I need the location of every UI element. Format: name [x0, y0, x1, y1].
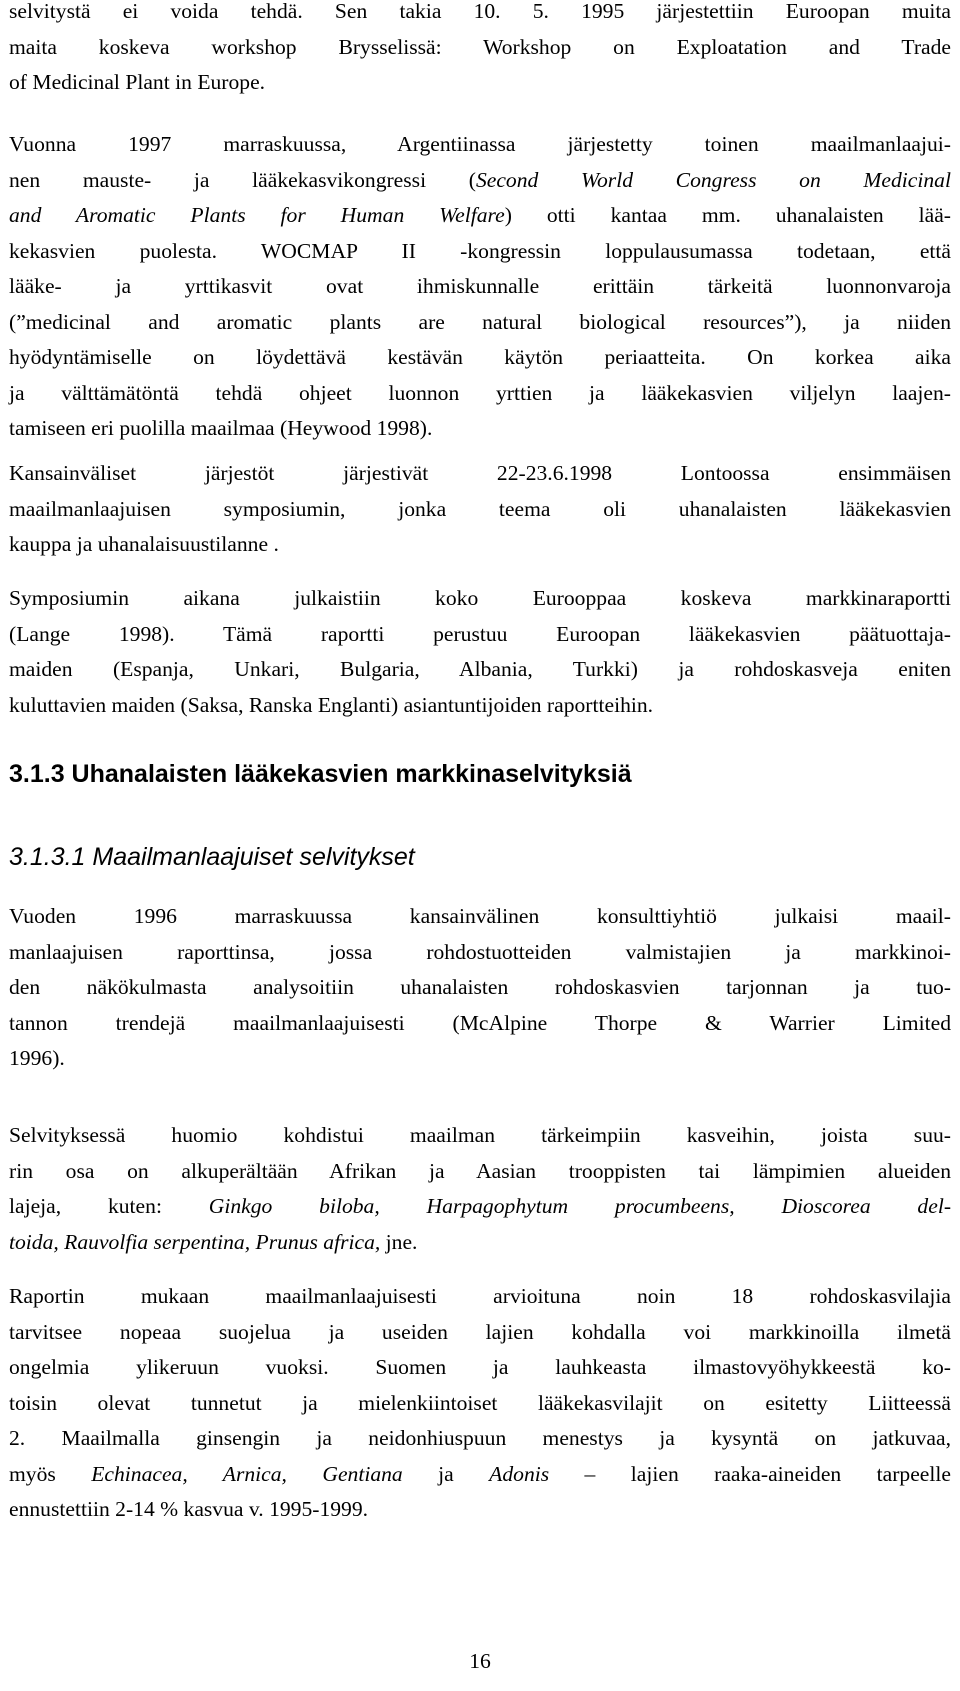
text-line: den näkökulmasta analysoitiin uhanalaisten rohdoskasvien tarjonnan ja tuo-: [9, 975, 951, 999]
text-run: ) otti kantaa mm. uhanalaisten lää-: [504, 203, 951, 227]
text-line: [9, 1225, 951, 1261]
page-number: 16: [469, 1649, 491, 1673]
text-line: maailmanlaajuisen symposiumin, jonka teema oli uhanalaisten lääkekasvien: [9, 496, 951, 521]
text-run: ja: [402, 1461, 490, 1486]
paragraph-market-report: [9, 581, 951, 723]
italic-title: Second World Congress on Medicinal: [475, 167, 951, 192]
text-line: (”medicinal and aromatic plants are natural biological resources”), ja niiden: [9, 309, 951, 334]
text-line: (Lange 1998). Tämä raportti perustuu Euroopan lääkekasvien päätuottaja-: [9, 621, 951, 646]
text-line: rin osa on alkuperältään Afrikan ja Aasian trooppisten tai lämpimien alueiden: [9, 1158, 951, 1183]
text-line: ongelmia ylikeruun vuoksi. Suomen ja lauhkeasta ilmastovyöhykkeestä ko-: [9, 1355, 951, 1379]
text-line: Raportin mukaan maailmanlaajuisesti arvioituna noin 18 rohdoskasvilajia: [9, 1284, 951, 1308]
text-line: tarvitsee nopeaa suojelua ja useiden lajien kohdalla voi markkinoilla ilmetä: [9, 1319, 951, 1344]
text-run: – lajien raaka-aineiden tarpeelle: [549, 1461, 951, 1486]
text-run: jne.: [380, 1229, 418, 1254]
paragraph-wocmap: [9, 127, 951, 447]
text-line: [9, 1457, 951, 1493]
text-line: of Medicinal Plant in Europe.: [9, 70, 266, 94]
text-line: ennustettiin 2-14 % kasvua v. 1995-1999.: [9, 1497, 369, 1521]
italic-species: toida, Rauvolfia serpentina, Prunus africa,: [9, 1229, 381, 1254]
text-line: [9, 1189, 951, 1225]
text-line: kauppa ja uhanalaisuustilanne .: [9, 532, 279, 556]
text-run: myös: [9, 1461, 92, 1486]
text-line: Kansainväliset järjestöt järjestivät 22-23.6.1998 Lontoossa ensimmäisen: [9, 461, 951, 485]
text-line: Symposiumin aikana julkaistiin koko Eurooppaa koskeva markkinaraportti: [9, 586, 951, 610]
text-run: lajeja, kuten:: [9, 1194, 209, 1218]
text-line: maita koskeva workshop Brysselissä: Workshop on Exploatation and Trade: [9, 34, 951, 59]
italic-species: Ginkgo biloba, Harpagophytum procumbeens, Dioscorea del-: [208, 1194, 952, 1218]
text-run: nen mauste- ja lääkekasvikongressi (: [9, 167, 476, 192]
text-line: maiden (Espanja, Unkari, Bulgaria, Albania, Turkki) ja rohdoskasveja eniten: [9, 657, 951, 681]
italic-species: Adonis: [489, 1461, 550, 1486]
paragraph-consultancy: [9, 899, 951, 1077]
subsection-heading: 3.1.3.1 Maailmanlaajuiset selvitykset: [9, 843, 415, 871]
text-line: manlaajuisen raporttinsa, jossa rohdostuotteiden valmistajien ja markkinoi-: [9, 939, 951, 964]
text-line: lääke- ja yrttikasvit ovat ihmiskunnalle erittäin tärkeitä luonnonvaroja: [9, 274, 951, 298]
text-line: [9, 198, 951, 234]
italic-title: and Aromatic Plants for Human Welfare: [9, 203, 505, 227]
text-line: 2. Maailmalla ginsengin ja neidonhiuspuun menestys ja kysyntä on jatkuvaa,: [9, 1426, 951, 1450]
text-line: 1996).: [9, 1046, 65, 1070]
paragraph-report-findings: [9, 1279, 951, 1528]
text-line: selvitystä ei voida tehdä. Sen takia 10. 5. 1995 järjestettiin Euroopan muita: [9, 0, 951, 23]
text-line: kuluttavien maiden (Saksa, Ranska Englanti) asiantuntijoiden raportteihin.: [9, 692, 654, 717]
section-heading: 3.1.3 Uhanalaisten lääkekasvien markkinaselvityksiä: [9, 760, 632, 788]
text-line: hyödyntämiselle on löydettävä kestävän käytön periaatteita. On korkea aika: [9, 345, 951, 369]
text-line: kekasvien puolesta. WOCMAP II -kongressin loppulausumassa todetaan, että: [9, 238, 951, 263]
paragraph-species: [9, 1118, 951, 1260]
paragraph-symposium: [9, 456, 951, 563]
text-line: ja välttämätöntä tehdä ohjeet luonnon yrttien ja lääkekasvien viljelyn laajen-: [9, 380, 951, 405]
text-line: tamiseen eri puolilla maailmaa (Heywood 1998).: [9, 416, 433, 440]
text-line: tannon trendejä maailmanlaajuisesti (McAlpine Thorpe & Warrier Limited: [9, 1010, 951, 1035]
text-line: Selvityksessä huomio kohdistui maailman tärkeimpiin kasveihin, joista suu-: [9, 1123, 951, 1147]
italic-species: Echinacea, Arnica, Gentiana: [91, 1461, 403, 1486]
text-line: [9, 163, 951, 199]
paragraph-workshop: [9, 0, 951, 101]
text-line: Vuoden 1996 marraskuussa kansainvälinen konsulttiyhtiö julkaisi maail-: [9, 904, 951, 928]
text-line: toisin olevat tunnetut ja mielenkiintoiset lääkekasvilajit on esitetty Liitteessä: [9, 1390, 951, 1415]
text-line: Vuonna 1997 marraskuussa, Argentiinassa järjestetty toinen maailmanlaajui-: [9, 132, 951, 156]
